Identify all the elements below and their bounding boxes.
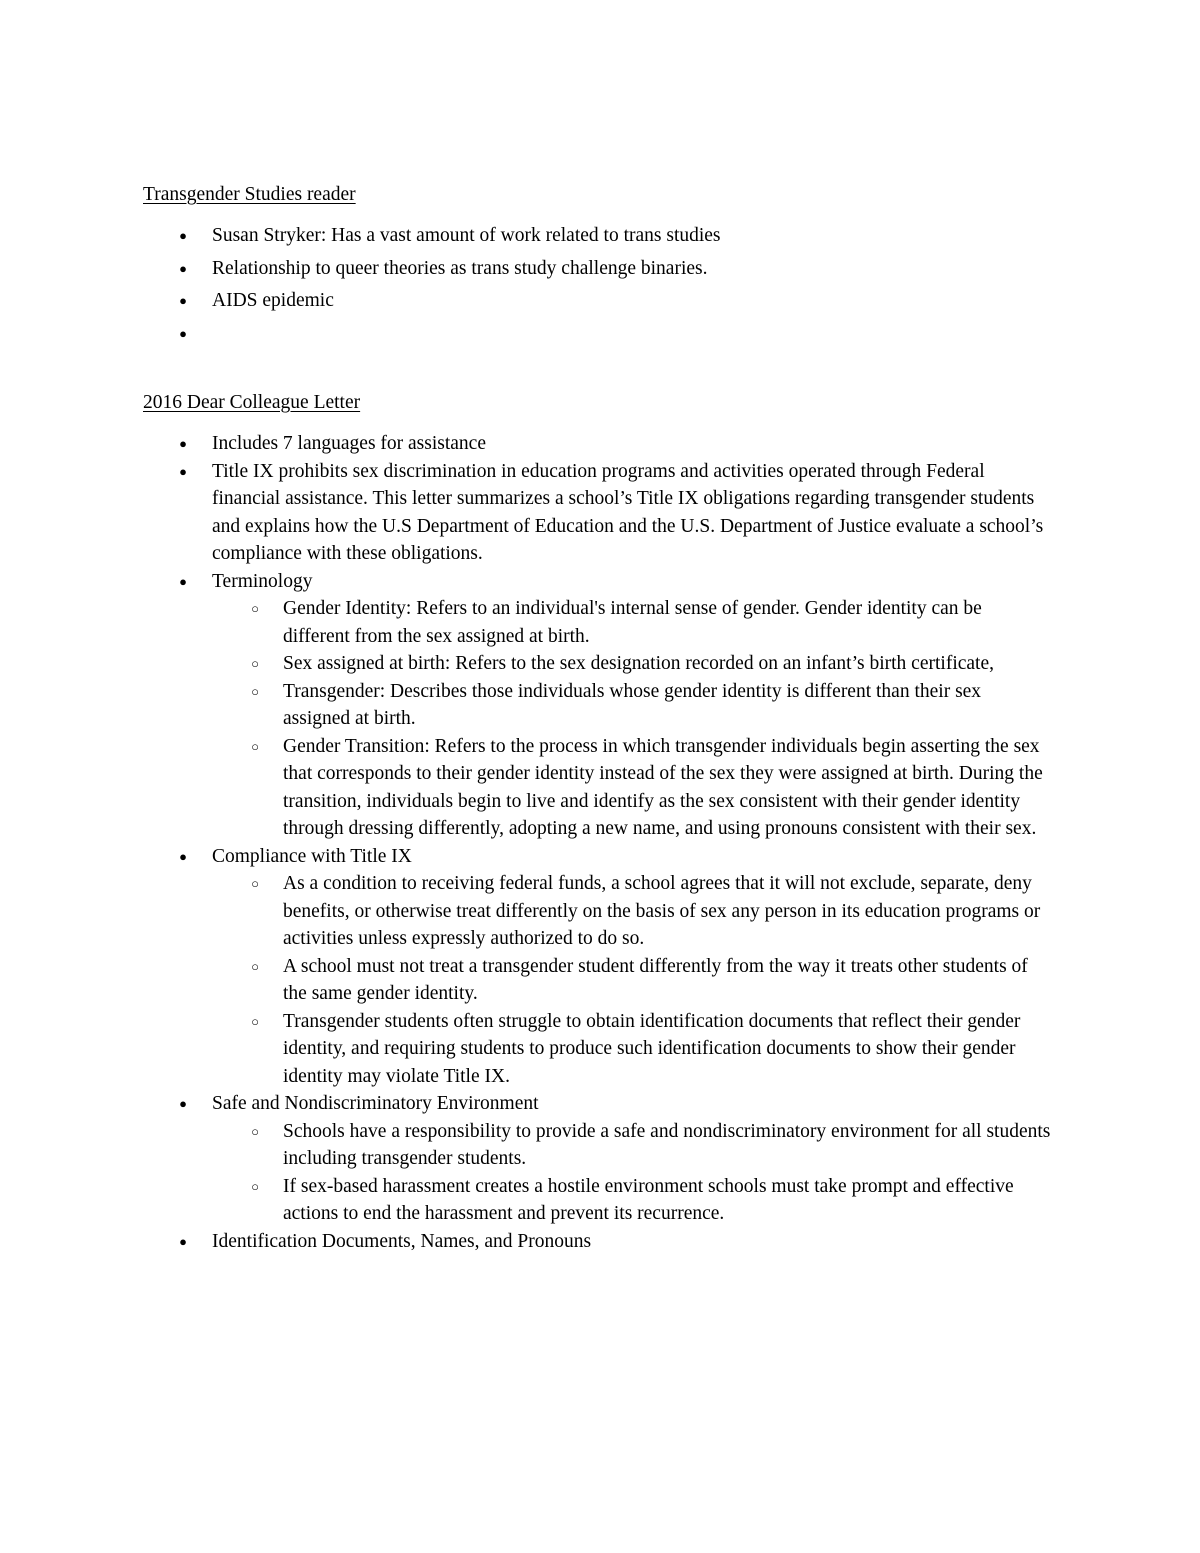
circle-bullet-icon: ○ (251, 1123, 259, 1139)
bullet-icon: ● (179, 325, 187, 341)
circle-bullet-icon: ○ (251, 738, 259, 754)
compliance-sublist (0, 870, 1052, 1090)
list-item: ● Relationship to queer theories as trans study challenge binaries. (0, 255, 1052, 283)
sublist-item: ○ Schools have a responsibility to provide a safe and nondiscriminatory environment for all students including transgender students. (0, 1118, 1053, 1173)
sublist-item: ○ Gender Transition: Refers to the process in which transgender individuals begin asserting the sex that corresponds to their gender identity instead of the sex they were assigned at birth. During the transition, individuals begin to live and identify as the sex consistent with their gender identity through dressing differently, adopting a new name, and using pronouns consistent with their sex. (0, 733, 1053, 843)
bullet-icon: ● (179, 1096, 187, 1111)
bullet-icon: ● (179, 228, 187, 243)
bullet-icon: ● (179, 463, 187, 479)
bullet-icon: ● (179, 1233, 187, 1249)
list-item-safe-environment: ● Safe and Nondiscriminatory Environment ○ Schools have a responsibility to provide a safe and nondiscriminatory environment for all students including transgender students. ○ If sex-based harassment creates a hostile environment schools must take prompt and effective actions to end the harassment and prevent its recurrence. (0, 1090, 1052, 1228)
sublist-item: ○ Transgender: Describes those individuals whose gender identity is different than their sex assigned at birth. (0, 678, 1053, 733)
list-item: ● Identification Documents, Names, and Pronouns (0, 1228, 1052, 1256)
sublist-item: ○ A school must not treat a transgender student differently from the way it treats other students of the same gender identity. (0, 953, 1053, 1008)
bullet-icon: ● (179, 436, 187, 451)
section-title-dear-colleague-letter: 2016 Dear Colleague Letter (143, 392, 361, 413)
list-item-terminology: ● Terminology ○ Gender Identity: Refers to an individual's internal sense of gender. Gender identity can be different from the sex assigned at birth. ○ Sex assigned at birth: Refers to the sex designation recorded on an infant’s birth certificate, ○ Transgender: Describes those individuals whose gender identity is different than their sex assigned at birth. ○ Gender Transition: Refers to the process in which transgender individuals begin asserting the sex that corresponds to their gender identity instead of the sex they were assigned at birth. During the transition, individuals begin to live and identify as the sex consistent with their gender identity through dressing differently, adopting a new name, and using pronouns consistent with their sex. (0, 568, 1052, 843)
list-item: ● Includes 7 languages for assistance (0, 430, 1052, 458)
bullet-icon: ● (179, 293, 187, 308)
circle-bullet-icon: ○ (251, 1178, 259, 1194)
bullet-icon: ● (179, 848, 187, 864)
section-title-transgender-studies-reader: Transgender Studies reader (143, 184, 356, 205)
terminology-sublist (0, 595, 1052, 843)
section-1-list (0, 222, 1052, 347)
bullet-icon: ● (179, 573, 187, 589)
list-item: ● Susan Stryker: Has a vast amount of work related to trans studies (0, 222, 1052, 250)
list-item-empty (0, 320, 1052, 348)
sublist-item: ○ Transgender students often struggle to obtain identification documents that reflect their gender identity, and requiring students to produce such identification documents to show their gender identity may violate Title IX. (0, 1008, 1053, 1091)
bullet-icon: ● (179, 260, 187, 276)
circle-bullet-icon: ○ (251, 876, 259, 891)
section-2-list (0, 430, 1052, 1255)
circle-bullet-icon: ○ (251, 601, 259, 616)
safe-environment-sublist (0, 1118, 1052, 1228)
circle-bullet-icon: ○ (251, 958, 259, 974)
sublist-item: ○ Gender Identity: Refers to an individual's internal sense of gender. Gender identity can be different from the sex assigned at birth. (0, 595, 1053, 650)
list-item: ● Title IX prohibits sex discrimination in education programs and activities operated through Federal financial assistance. This letter summarizes a school’s Title IX obligations regarding transgender students and explains how the U.S Department of Education and the U.S. Department of Justice evaluate a school’s compliance with these obligations. (0, 458, 1052, 568)
list-item-compliance: ● Compliance with Title IX ○ As a condition to receiving federal funds, a school agrees that it will not exclude, separate, deny benefits, or otherwise treat differently on the basis of sex any person in its education programs or activities unless expressly authorized to do so. ○ A school must not treat a transgender student differently from the way it treats other students of the same gender identity. ○ Transgender students often struggle to obtain identification documents that reflect their gender identity, and requiring students to produce such identification documents to show their gender identity may violate Title IX. (0, 843, 1052, 1091)
sublist-item: ○ Sex assigned at birth: Refers to the sex designation recorded on an infant’s birth certificate, (0, 650, 1053, 678)
sublist-item: ○ If sex-based harassment creates a hostile environment schools must take prompt and effective actions to end the harassment and prevent its recurrence. (0, 1173, 1053, 1228)
circle-bullet-icon: ○ (251, 683, 259, 699)
list-item: ● AIDS epidemic (0, 287, 1052, 315)
sublist-item: ○ As a condition to receiving federal funds, a school agrees that it will not exclude, separate, deny benefits, or otherwise treat differently on the basis of sex any person in its education programs or activities unless expressly authorized to do so. (0, 870, 1053, 953)
circle-bullet-icon: ○ (251, 656, 259, 671)
circle-bullet-icon: ○ (251, 1013, 259, 1029)
